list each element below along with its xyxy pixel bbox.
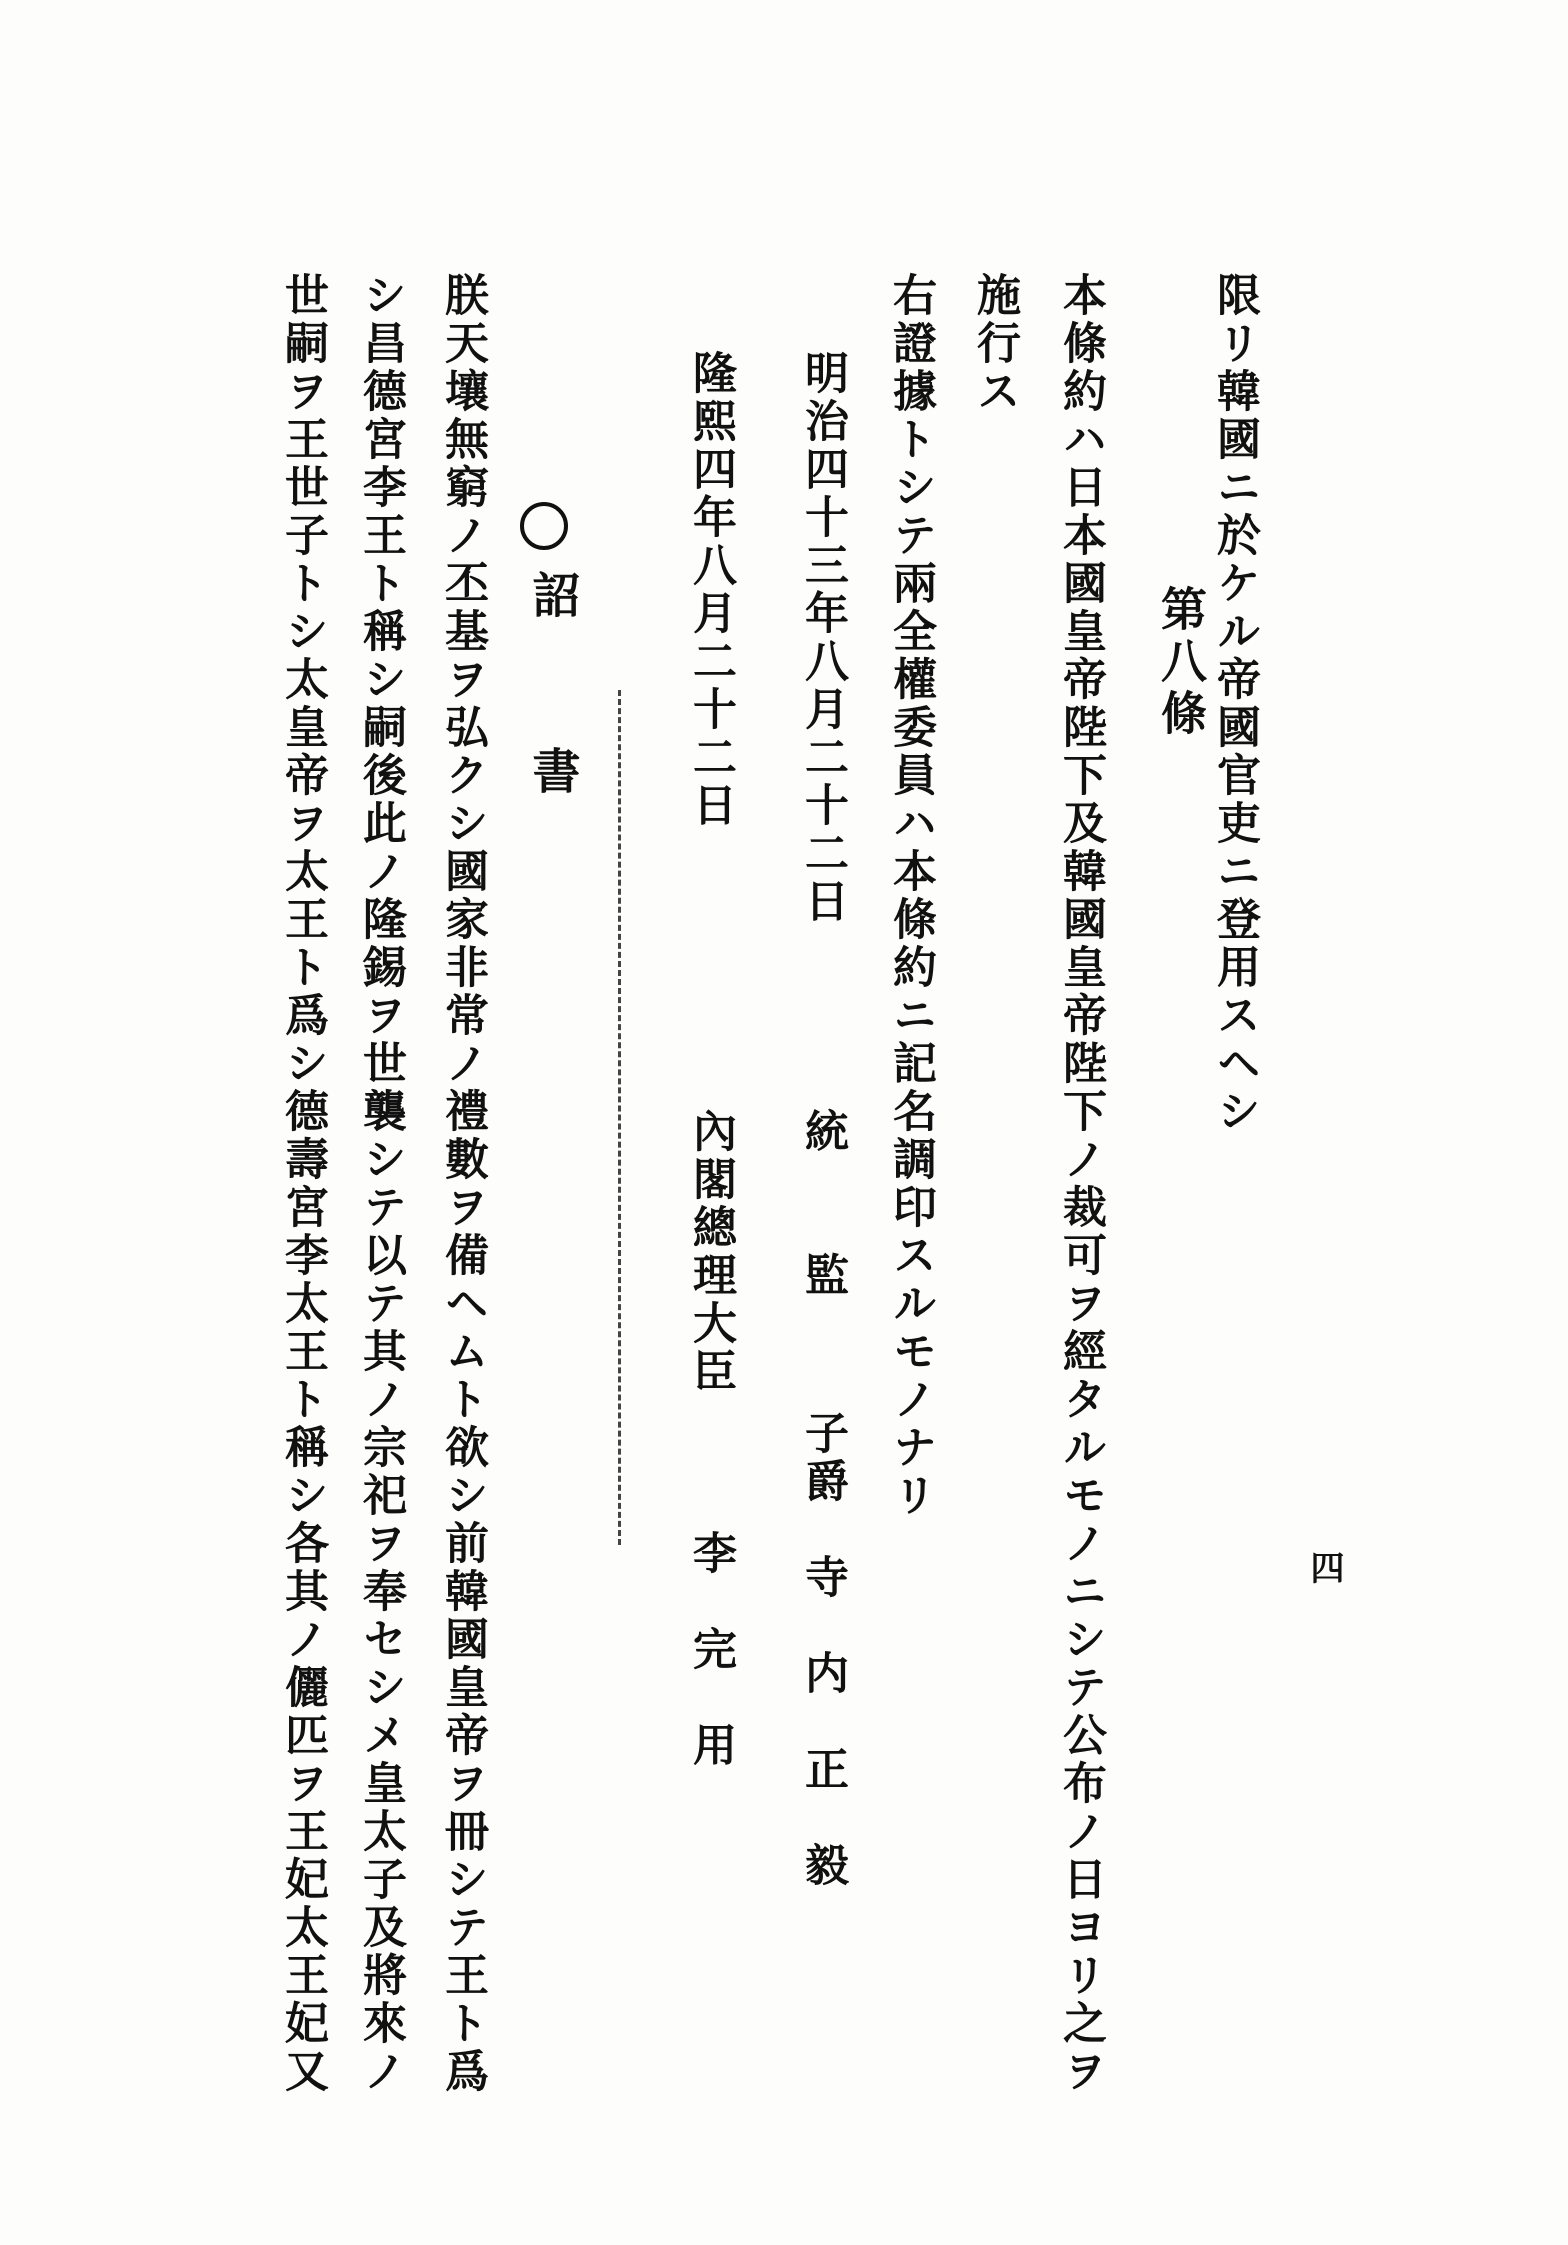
article-body-line-2: 施行ス — [969, 272, 1020, 416]
japan-signatory-name: 子爵 寺 内 正 毅 — [797, 1410, 848, 1890]
section-divider — [618, 690, 621, 1545]
korea-signatory-title: 內閣總理大臣 — [685, 1108, 736, 1396]
edict-line-3: 世嗣ヲ王世子トシ太皇帝ヲ太王ト爲シ德壽宮李太王ト稱シ各其ノ儷匹ヲ王妃太王妃又 — [277, 272, 328, 2096]
page-number: 四 — [1304, 1550, 1344, 1584]
korea-signatory-name: 李 完 用 — [685, 1530, 736, 1770]
article-continuation-line: 限リ韓國ニ於ケル帝國官吏ニ登用スヘシ — [1209, 272, 1260, 1136]
edict-heading: 詔 書 — [524, 570, 580, 834]
witness-clause: 右證據トシテ兩全權委員ハ本條約ニ記名調印スルモノナリ — [885, 272, 936, 1520]
article-body-line-1: 本條約ハ日本國皇帝陛下及韓國皇帝陛下ノ裁可ヲ經タルモノニシテ公布ノ日ヨリ之ヲ — [1055, 272, 1106, 2096]
article-8-heading: 第八條 — [1154, 585, 1208, 741]
korea-signature-date: 隆熙四年八月二十二日 — [685, 350, 736, 830]
japan-signature-date: 明治四十三年八月二十二日 — [797, 350, 848, 926]
japan-signatory-title: 統 監 — [797, 1108, 848, 1300]
edict-line-1: 朕天壤無窮ノ丕基ヲ弘クシ國家非常ノ禮數ヲ備ヘムト欲シ前韓國皇帝ヲ冊シテ王ト爲 — [437, 272, 488, 2096]
edict-line-2: シ昌德宮李王ト稱シ嗣後此ノ隆錫ヲ世襲シテ以テ其ノ宗祀ヲ奉セシメ皇太子及將來ノ — [355, 272, 406, 2096]
circle-mark-icon — [520, 502, 568, 550]
